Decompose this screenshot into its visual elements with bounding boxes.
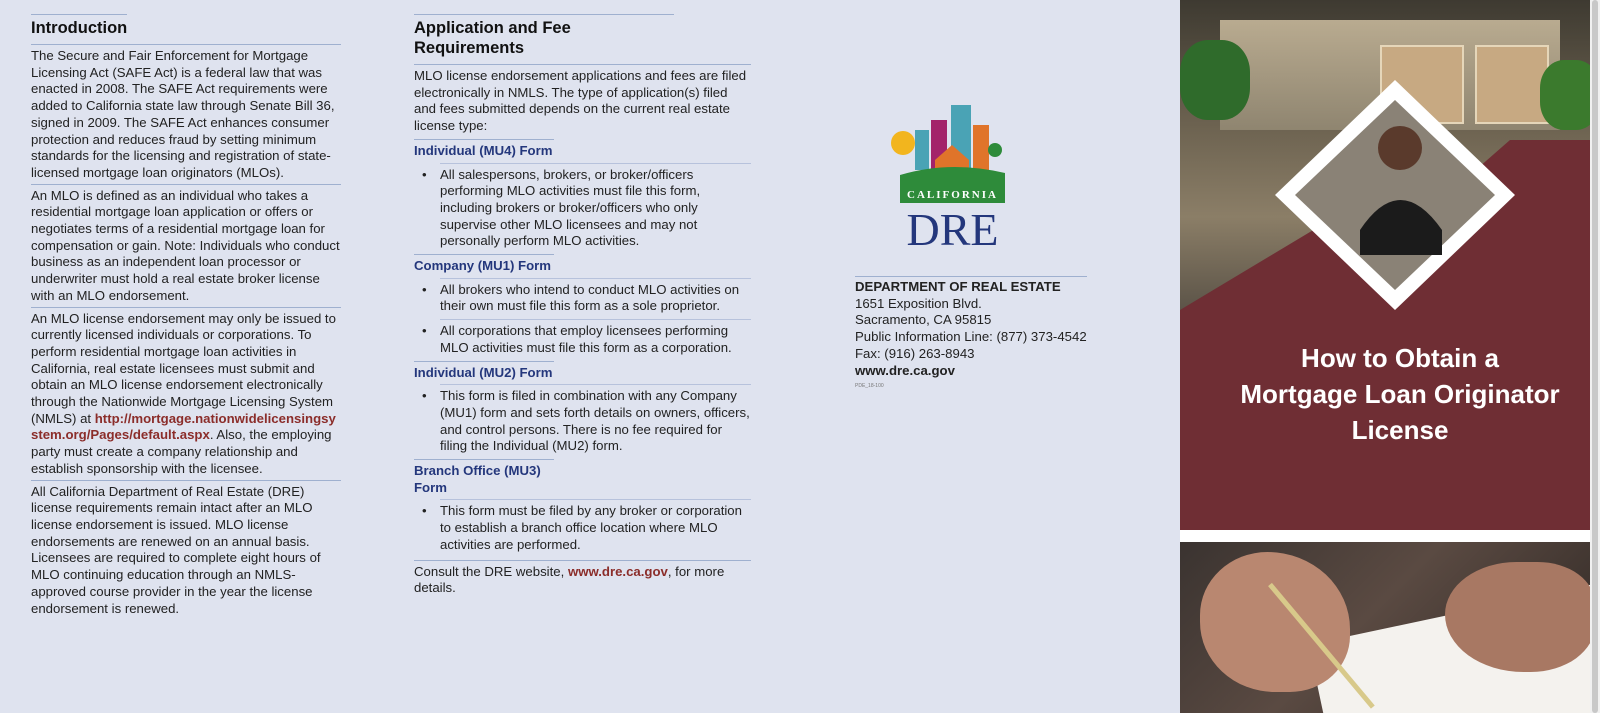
dre-website-link[interactable]: www.dre.ca.gov (567, 563, 668, 579)
dre-logo (855, 105, 1155, 260)
phone-line: Public Information Line: (877) 373-4542 (855, 329, 1087, 345)
department-name: DEPARTMENT OF REAL ESTATE (855, 276, 1087, 296)
form-code: PDE_18-100 (855, 383, 884, 390)
intro-paragraph-2: An MLO is defined as an individual who takes a residential mortgage loan application or offers or negotiates terms of a residential mortgage loan for compensation or gain. Note: Individuals who conduct business as an independent loan processor or underwriter must hold a real estate broker license with an MLO endorsement. (31, 184, 341, 305)
intro-paragraph-3-text-b: . Also, the employing party must create a company relationship and establish sponsorship with the licensee. (31, 427, 332, 476)
introduction-heading: Introduction (31, 14, 127, 38)
consult-text-a: Consult the DRE website, (414, 563, 568, 579)
brochure-title: How to Obtain a Mortgage Loan Originator License (1240, 343, 1560, 445)
hand-shape (1200, 552, 1350, 692)
application-heading: Application and Fee Requirements (414, 14, 674, 58)
department-contact (855, 276, 1087, 389)
intro-paragraph-3 (31, 307, 341, 478)
intro-paragraph-4: All California Department of Real Estate (DRE) license requirements remain intact after an MLO license endorsement is issued. MLO license endorsements are renewed on an annual basis. Licensees are required to complete eight hours of MLO continuing education through an NMLS-approved course provider in the year the license endorsement is renewed. (31, 480, 341, 618)
address-line-1: 1651 Exposition Blvd. (855, 295, 982, 311)
scrollbar[interactable] (1590, 0, 1600, 713)
building-icon (915, 130, 929, 170)
list-item: • This form must be filed by any broker or corporation to establish a branch office location where MLO activities are performed. (440, 499, 751, 553)
list-item: • All brokers who intend to conduct MLO activities on their own must file this form as a sole proprietor. (440, 278, 751, 315)
sun-icon (891, 131, 915, 155)
logo-letters: DRE (906, 204, 999, 255)
fax-line: Fax: (916) 263-8943 (855, 345, 975, 361)
mu3-form-title: Branch Office (MU3) Form (414, 459, 554, 496)
list-item: • All salespersons, brokers, or broker/officers performing MLO activities must file this form, including brokers or broker/officers who only supervise other MLO licensees and may not personally perform MLO activities. (440, 163, 751, 251)
cover-panel (1180, 0, 1590, 713)
intro-paragraph-3-text-a: An MLO license endorsement may only be issued to currently licensed individuals or corporations. To perform residential mortgage loan activities in California, real estate licensees must submit and obtain an MLO license endorsement electronically through the Nationwide Mortgage Licensing System (NMLS) at (31, 310, 336, 426)
scrollbar-thumb[interactable] (1592, 0, 1598, 713)
consult-paragraph (414, 560, 751, 597)
mu1-form-list (414, 278, 751, 357)
website-line[interactable]: www.dre.ca.gov (855, 362, 955, 378)
signing-photo (1180, 542, 1590, 713)
application-column (414, 14, 751, 599)
mu1-form-title: Company (MU1) Form (414, 254, 554, 275)
tree-icon (988, 143, 1002, 157)
introduction-column (31, 14, 341, 619)
consult-text-b: , for more details. (414, 563, 725, 596)
mu4-form-list (414, 163, 751, 251)
address-line-2: Sacramento, CA 95815 (855, 312, 992, 328)
nmls-link[interactable]: http://mortgage.nationwidelicensingsystem.org/Pages/default.aspx (31, 410, 336, 443)
list-item: • This form is filed in combination with any Company (MU1) form and sets forth details on owners, officers, and control persons. There is no fee required for filing the Individual (MU2) form. (440, 384, 751, 455)
building-icon (973, 125, 989, 170)
woman-head (1378, 126, 1422, 170)
hero-overlay (1180, 0, 1590, 530)
hero-section (1180, 0, 1590, 530)
mu2-form-title: Individual (MU2) Form (414, 361, 554, 382)
dre-logo-graphic (855, 105, 1155, 255)
white-strip (1180, 530, 1590, 542)
mu3-form-list (414, 499, 751, 553)
application-intro: MLO license endorsement applications and fees are filed electronically in NMLS. The type of application(s) filed and fees submitted depends on the current real estate license type: (414, 64, 751, 135)
logo-banner-text: CALIFORNIA (907, 189, 998, 201)
mu2-form-list (414, 384, 751, 455)
intro-paragraph-1: The Secure and Fair Enforcement for Mortgage Licensing Act (SAFE Act) is a federal law that was enacted in 2008. The SAFE Act requirements were added to California state law through Senate Bill 36, signed in 2009. The SAFE Act enhances consumer protection and reduces fraud by setting minimum standards for the licensing and registration of state-licensed mortgage loan originators (MLOs). (31, 44, 341, 182)
list-item: • All corporations that employ licensees performing MLO activities must file this form as a corporation. (440, 319, 751, 356)
mu4-form-title: Individual (MU4) Form (414, 139, 554, 160)
